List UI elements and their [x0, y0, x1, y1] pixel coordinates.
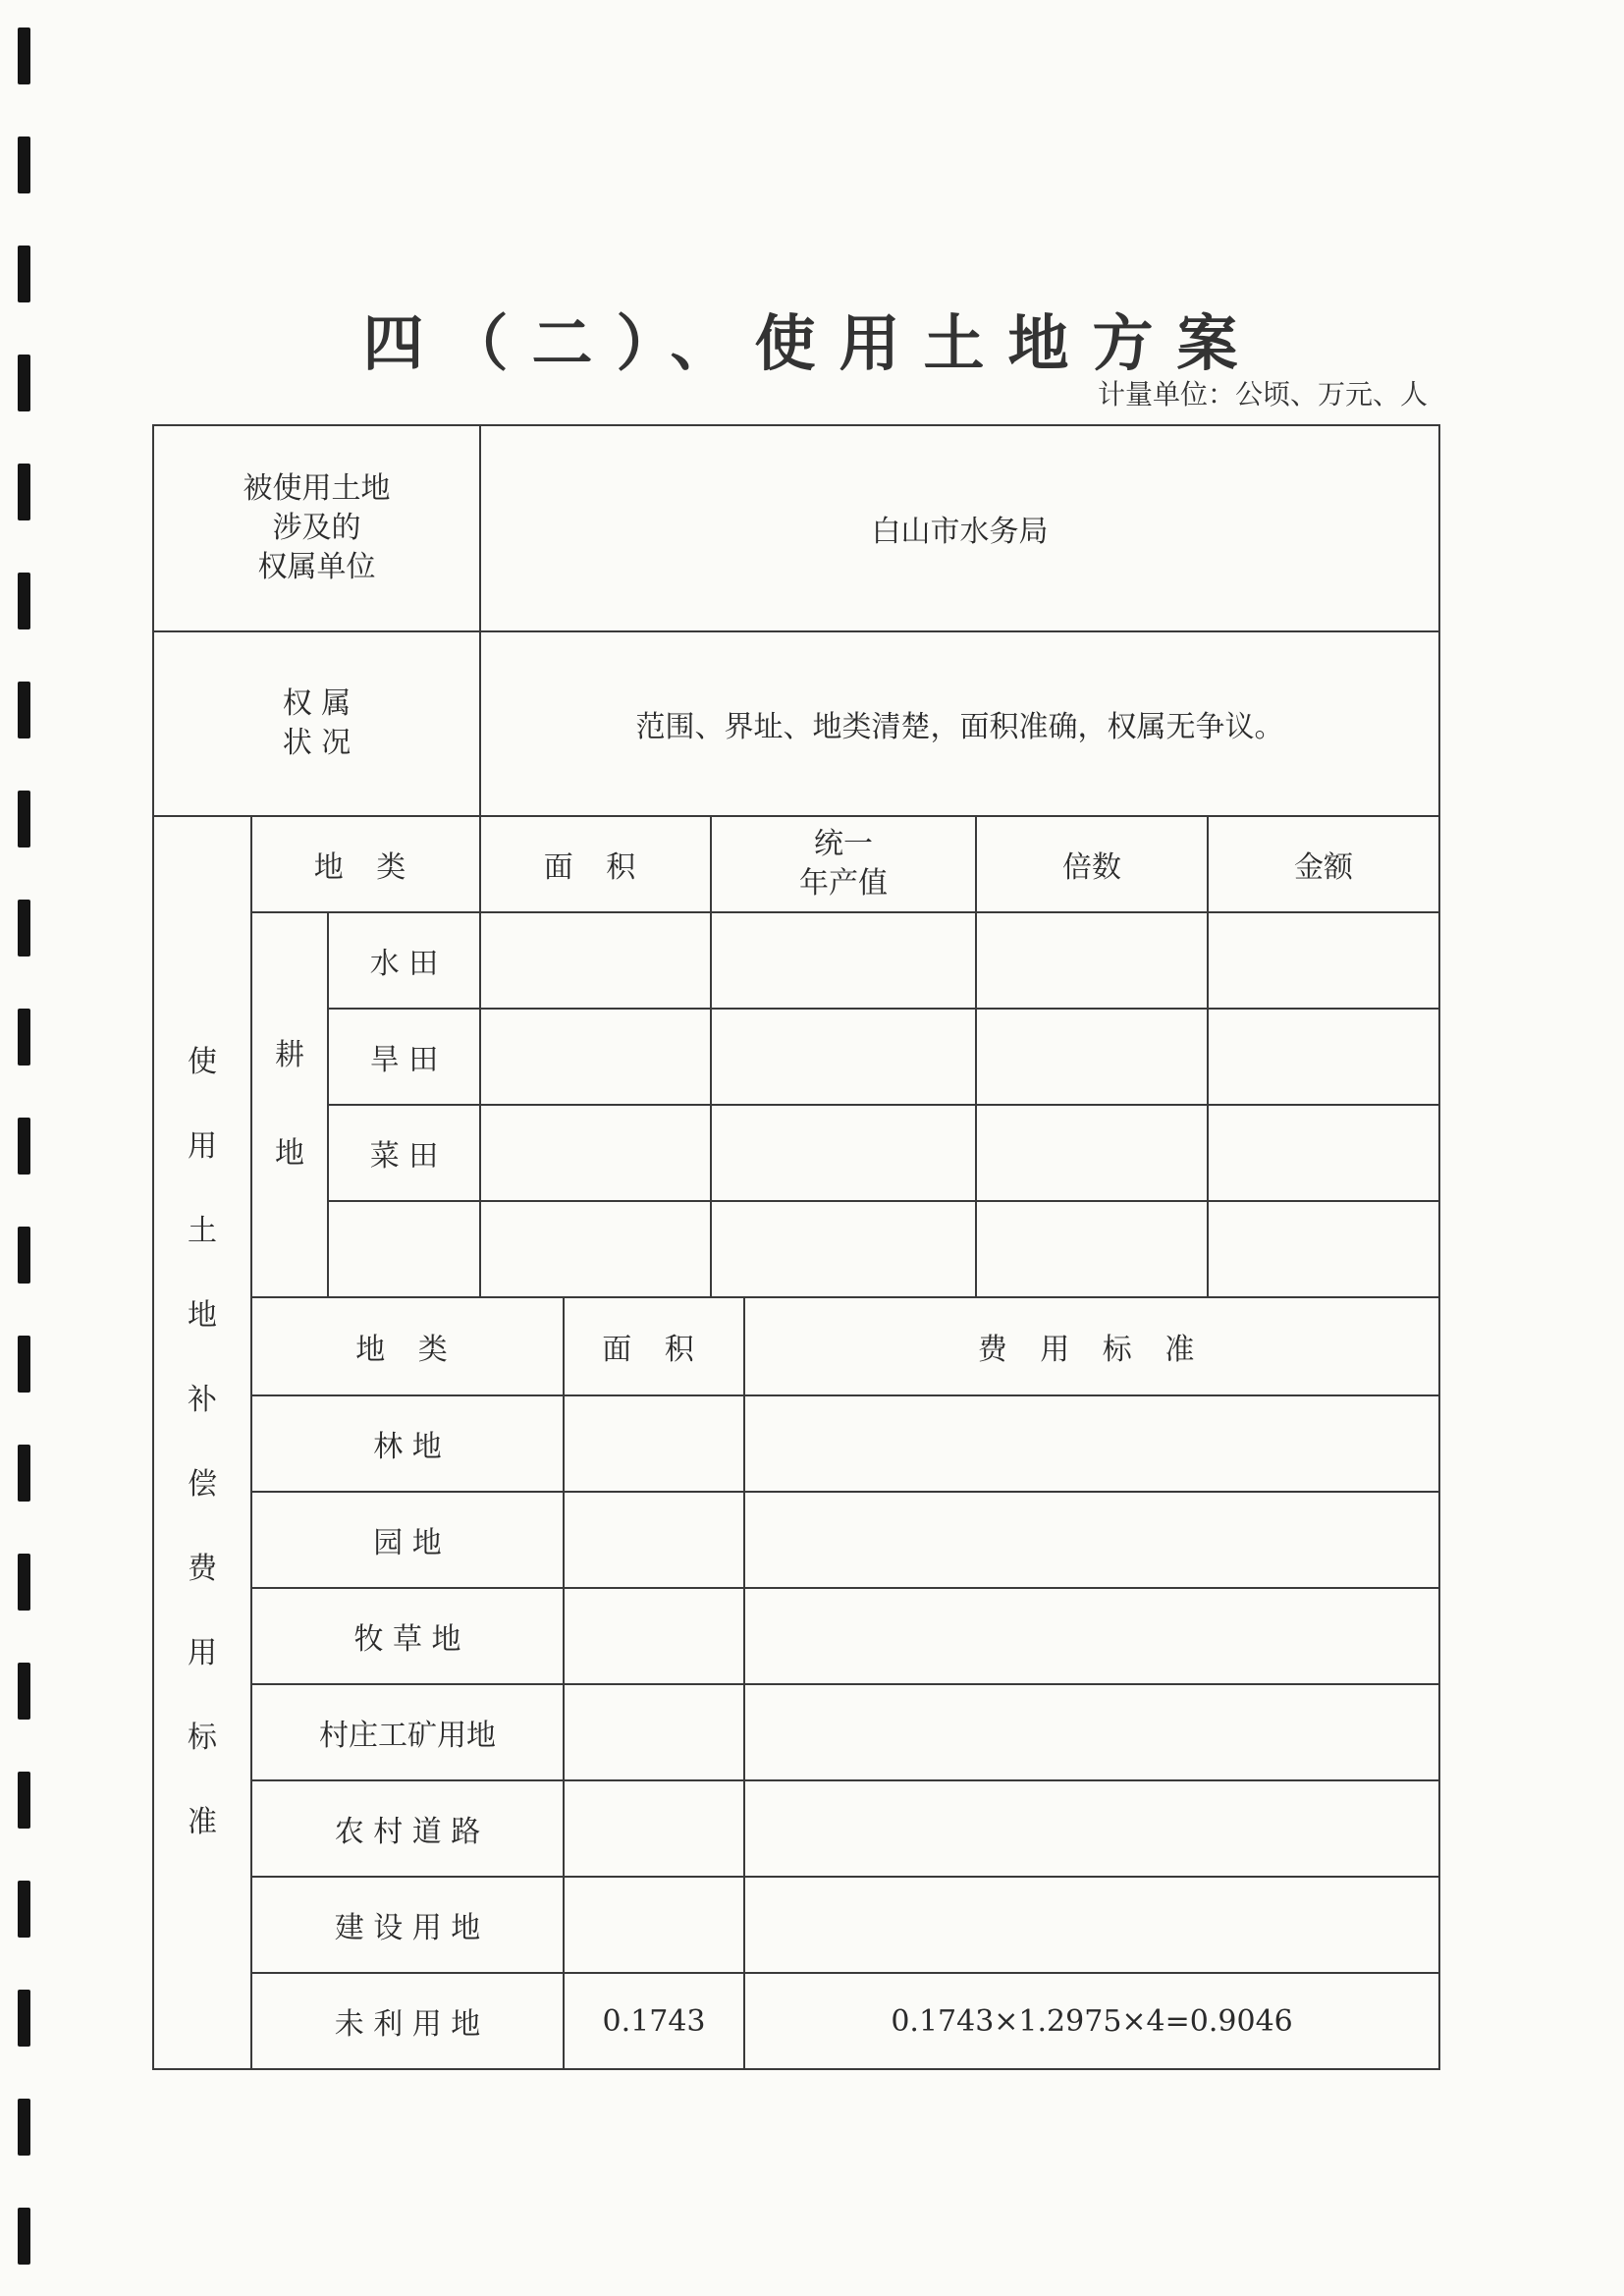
area-cell [564, 1877, 744, 1973]
land-type: 牧 草 地 [251, 1588, 564, 1684]
page-title: 四（二）、使用土地方案 [362, 307, 1262, 379]
table-row [153, 1877, 1439, 1973]
binding-hole [18, 1118, 30, 1175]
binding-hole [18, 791, 30, 847]
other-land-header-row [153, 1297, 1439, 1395]
table-row [153, 1684, 1439, 1780]
annual-value-cell [711, 1201, 976, 1297]
binding-hole [18, 1009, 30, 1066]
table-row [153, 1105, 1439, 1201]
binding-hole [18, 137, 30, 193]
header-land-type: 地 类 [251, 816, 480, 912]
area-cell: 0.1743 [564, 1973, 744, 2069]
area-cell [564, 1395, 744, 1492]
binding-hole [18, 573, 30, 629]
amount-cell [1208, 1009, 1439, 1105]
header-area: 面 积 [480, 816, 711, 912]
binding-hole [18, 1772, 30, 1829]
binding-hole [18, 1663, 30, 1720]
binding-hole [18, 2099, 30, 2156]
land-type: 旱 田 [328, 1009, 480, 1105]
land-type: 水 田 [328, 912, 480, 1009]
binding-hole [18, 682, 30, 738]
header-land-type: 地 类 [251, 1297, 564, 1395]
binding-hole [18, 1445, 30, 1502]
status-label: 权 属 状 况 [153, 631, 480, 816]
multiple-cell [976, 1009, 1208, 1105]
multiple-cell [976, 1201, 1208, 1297]
area-cell [480, 1105, 711, 1201]
cultivated-header-row [153, 816, 1439, 912]
ownership-row [153, 425, 1439, 631]
binding-hole [18, 1336, 30, 1393]
header-area: 面 积 [564, 1297, 744, 1395]
area-cell [480, 1201, 711, 1297]
fee-standard-cell [744, 1877, 1439, 1973]
fee-standard-cell [744, 1492, 1439, 1588]
header-annual-value: 统一 年产值 [711, 816, 976, 912]
binding-hole [18, 900, 30, 957]
table-row [153, 1395, 1439, 1492]
land-type: 菜 田 [328, 1105, 480, 1201]
status-value: 范围、界址、地类清楚，面积准确，权属无争议。 [480, 631, 1439, 816]
table-row [153, 1588, 1439, 1684]
binding-hole [18, 1990, 30, 2047]
area-cell [564, 1492, 744, 1588]
binding-hole [18, 2208, 30, 2265]
binding-hole [18, 464, 30, 520]
land-type [328, 1201, 480, 1297]
fee-standard-cell [744, 1780, 1439, 1877]
binding-hole [18, 1881, 30, 1938]
unit-note: 计量单位：公顷、万元、人 [1097, 378, 1428, 410]
ownership-value: 白山市水务局 [480, 425, 1439, 631]
table-row [153, 912, 1439, 1009]
amount-cell [1208, 1201, 1439, 1297]
multiple-cell [976, 1105, 1208, 1201]
amount-cell [1208, 912, 1439, 1009]
area-cell [564, 1588, 744, 1684]
area-cell [480, 912, 711, 1009]
fee-standard-cell: 0.1743×1.2975×4=0.9046 [744, 1973, 1439, 2069]
binding-hole [18, 27, 30, 84]
fee-standard-cell [744, 1395, 1439, 1492]
side-label: 使 用 土 地 补 偿 费 用 标 准 [153, 816, 251, 2069]
ownership-label: 被使用土地 涉及的 权属单位 [153, 425, 480, 631]
table-row [153, 1201, 1439, 1297]
land-type: 园 地 [251, 1492, 564, 1588]
table-row [153, 1492, 1439, 1588]
binding-hole [18, 1554, 30, 1611]
fee-standard-cell [744, 1684, 1439, 1780]
header-amount: 金额 [1208, 816, 1439, 912]
area-cell [480, 1009, 711, 1105]
annual-value-cell [711, 1105, 976, 1201]
header-fee-standard: 费 用 标 准 [744, 1297, 1439, 1395]
table-row [153, 1009, 1439, 1105]
land-use-form [152, 424, 1440, 2070]
fee-standard-cell [744, 1588, 1439, 1684]
cultivated-group-label: 耕 地 [251, 912, 328, 1297]
annual-value-cell [711, 1009, 976, 1105]
header-multiple: 倍数 [976, 816, 1208, 912]
table-row [153, 1973, 1439, 2069]
land-type: 未 利 用 地 [251, 1973, 564, 2069]
annual-value-cell [711, 912, 976, 1009]
status-row [153, 631, 1439, 816]
land-type: 林 地 [251, 1395, 564, 1492]
land-type: 农 村 道 路 [251, 1780, 564, 1877]
land-type: 建 设 用 地 [251, 1877, 564, 1973]
land-type: 村庄工矿用地 [251, 1684, 564, 1780]
area-cell [564, 1684, 744, 1780]
binding-hole [18, 1227, 30, 1284]
table-row [153, 1780, 1439, 1877]
area-cell [564, 1780, 744, 1877]
amount-cell [1208, 1105, 1439, 1201]
multiple-cell [976, 912, 1208, 1009]
